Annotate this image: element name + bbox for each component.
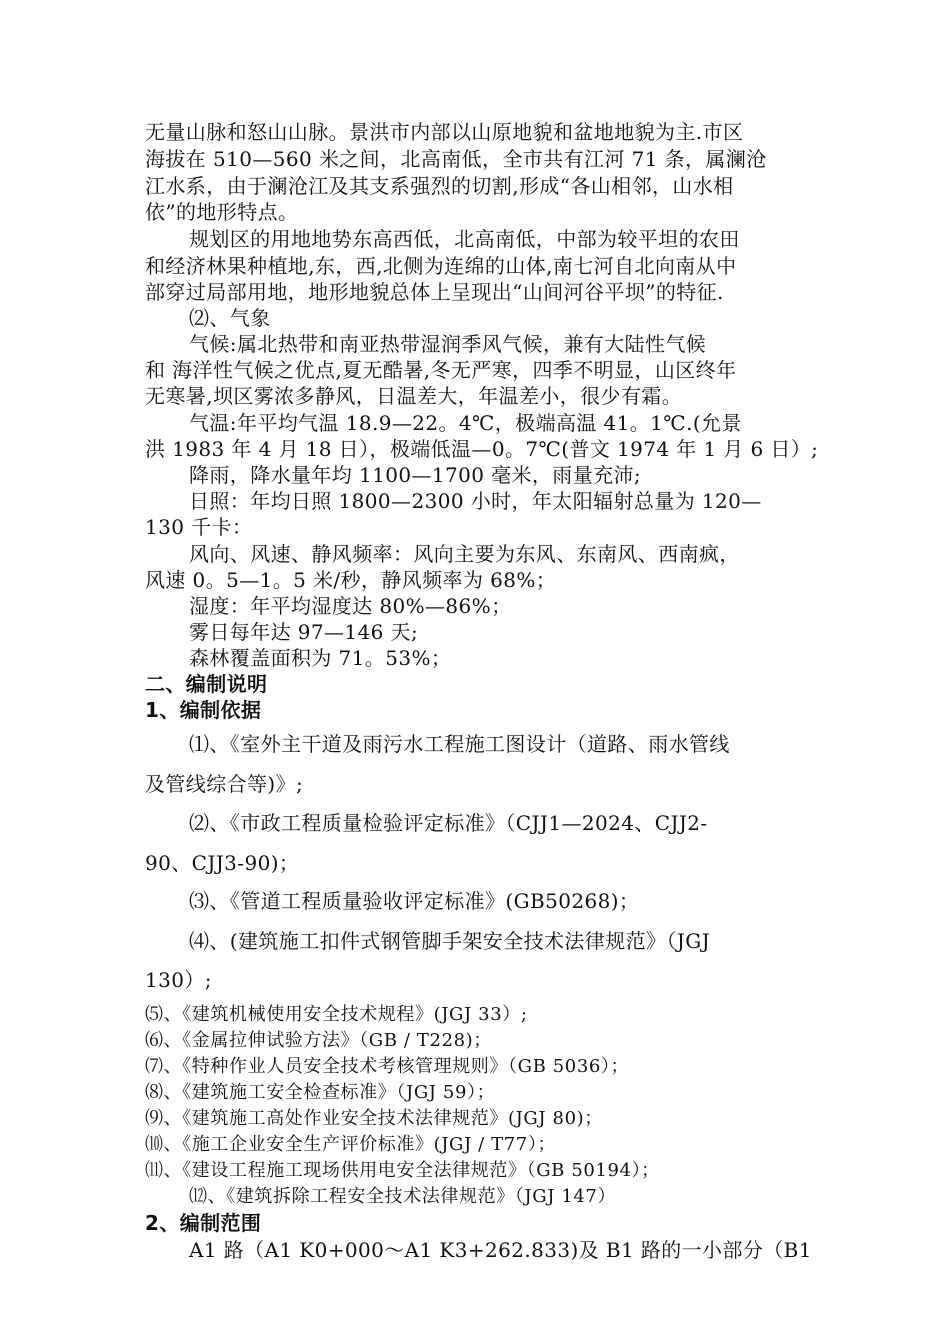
reference-item: ⑺、《特种作业人员安全技术考核管理规则》（GB 5036）； bbox=[145, 1056, 630, 1077]
paragraph-line: 130 千卡： bbox=[145, 515, 253, 539]
paragraph-line: 和经济林果种植地,东，西,北侧为连绵的山体,南七河自北向南从中 bbox=[145, 254, 737, 278]
section-heading: 2、编制范围 bbox=[145, 1211, 262, 1235]
paragraph-line: 部穿过局部用地，地形地貌总体上呈现出“山间河谷平坝”的特征. bbox=[145, 280, 724, 304]
reference-item-continued: 90、CJJ3-90)； bbox=[145, 851, 300, 875]
reference-item: ⑹、《金属拉伸试验方法》（GB / T228)； bbox=[145, 1030, 492, 1051]
paragraph-line: 无寒暑,坝区雾浓多静风，日温差大，年温差小，很少有霜。 bbox=[145, 384, 683, 408]
section-heading: 二、编制说明 bbox=[145, 672, 268, 696]
reference-item: ⑽、《施工企业安全生产评价标准》(JGJ / T77）； bbox=[145, 1134, 557, 1155]
paragraph-line: 雾日每年达 97—146 天; bbox=[189, 620, 419, 644]
reference-item: ⑸、《建筑机械使用安全技术规程》(JGJ 33）; bbox=[145, 1004, 528, 1025]
reference-item: ⑴、《室外主干道及雨污水工程施工图设计（道路、雨水管线 bbox=[189, 732, 730, 756]
reference-item: ⑾、《建设工程施工现场供用电安全法律规范》（GB 50194）； bbox=[145, 1160, 660, 1181]
reference-item: ⑻、《建筑施工安全检查标准》（JGJ 59）； bbox=[145, 1082, 496, 1103]
paragraph-line: 规划区的用地地势东高西低，北高南低，中部为较平坦的农田 bbox=[189, 227, 740, 251]
paragraph-line: 和 海洋性气候之优点,夏无酷暑,冬无严寒，四季不明显，山区终年 bbox=[145, 358, 737, 382]
reference-item-continued: 及管线综合等)》; bbox=[145, 772, 304, 796]
paragraph-line: 洪 1983 年 4 月 18 日），极端低温—0。7℃(普文 1974 年 1 月 6 日）; bbox=[145, 437, 819, 461]
reference-item: ⑶、《管道工程质量验收评定标准》(GB50268)； bbox=[189, 889, 640, 913]
paragraph-line: 无量山脉和怒山山脉。景洪市内部以山原地貌和盆地地貌为主.市区 bbox=[145, 120, 744, 144]
subsection-title: ⑵、气象 bbox=[189, 306, 271, 330]
paragraph-line: 依”的地形特点。 bbox=[145, 200, 299, 224]
paragraph-line: 江水系，由于澜沧江及其支系强烈的切割,形成“各山相邻，山水相 bbox=[145, 174, 734, 198]
paragraph-line: 风速 0。5—1。5 米/秒，静风频率为 68%； bbox=[145, 568, 557, 592]
paragraph-line: 降雨，降水量年均 1100—1700 毫米，雨量充沛; bbox=[189, 463, 642, 487]
reference-item-continued: 130）; bbox=[145, 968, 212, 992]
paragraph-line: 森林覆盖面积为 71。53%； bbox=[189, 646, 452, 670]
reference-item: ⑼、《建筑施工高处作业安全技术法律规范》(JGJ 80)； bbox=[145, 1108, 603, 1129]
paragraph-line: 湿度：年平均湿度达 80%—86%； bbox=[189, 594, 512, 618]
paragraph-line: 气候:属北热带和南亚热带湿润季风气候，兼有大陆性气候 bbox=[189, 332, 707, 356]
section-heading: 1、编制依据 bbox=[145, 698, 262, 722]
paragraph-line: 风向、风速、静风频率：风向主要为东风、东南风、西南疯， bbox=[189, 542, 740, 566]
paragraph-line: 日照：年均日照 1800—2300 小时，年太阳辐射总量为 120— bbox=[189, 489, 762, 513]
paragraph-line: 海拔在 510—560 米之间，北高南低，全市共有江河 71 条，属澜沧 bbox=[145, 147, 767, 171]
paragraph-line: A1 路（A1 K0+000～A1 K3+262.833)及 B1 路的一小部分（B1 bbox=[189, 1238, 812, 1262]
reference-item: ⑵、《市政工程质量检验评定标准》（CJJ1—2024、CJJ2- bbox=[189, 811, 708, 835]
reference-item: ⑷、(建筑施工扣件式钢管脚手架安全技术法律规范》（JGJ bbox=[189, 929, 711, 953]
reference-item: ⑿、《建筑拆除工程安全技术法律规范》（JGJ 147） bbox=[189, 1186, 617, 1207]
paragraph-line: 气温:年平均气温 18.9—22。4℃，极端高温 41。1℃.(允景 bbox=[189, 411, 742, 435]
